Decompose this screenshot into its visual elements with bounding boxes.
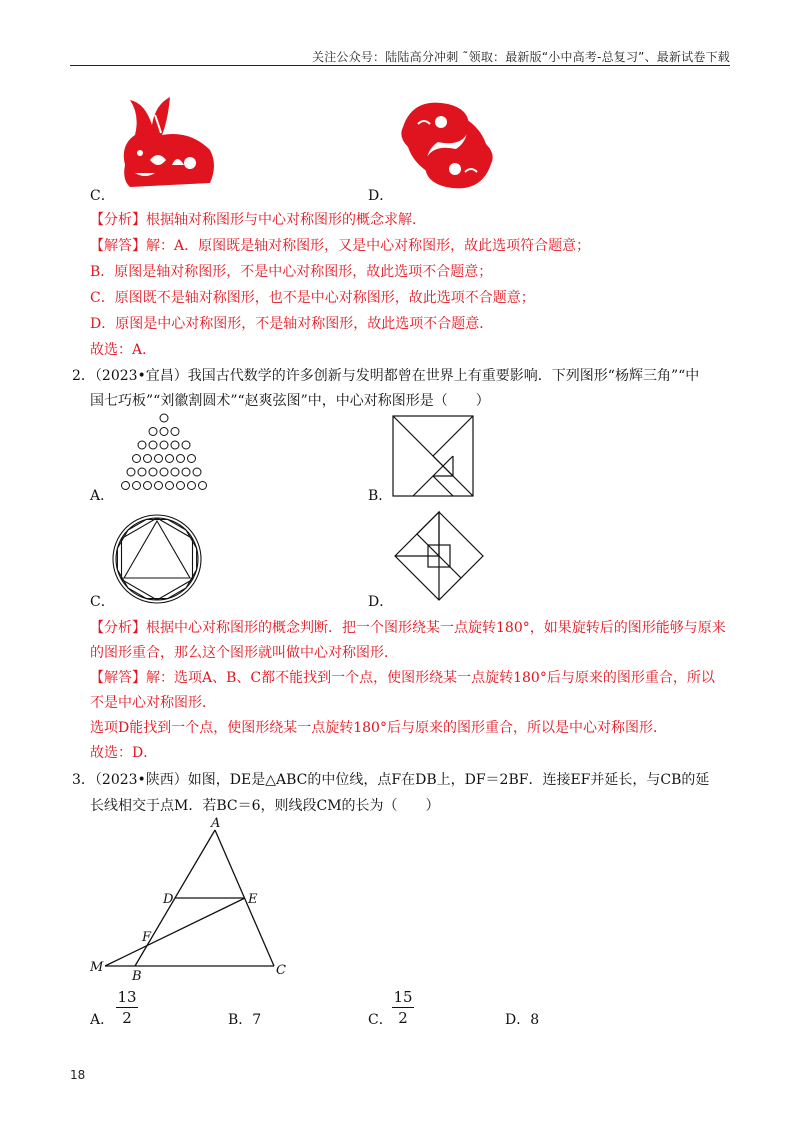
rabbit-papercut-image [110,95,225,195]
point-m-label: M [90,960,104,975]
triangle-circle [155,482,163,490]
triangle-circle [199,482,207,490]
point-e-label: E [248,892,258,907]
page-header: 关注公众号：陆陆高分冲刺 ˜领取：最新版“小中高考-总复习”、最新试卷下载 [312,50,730,64]
q1-answer-line2: B．原图是轴对称图形，不是中心对称图形，故此选项不合题意； [90,264,493,280]
q2-option-d-label: D． [368,594,394,610]
q2-option-b-label: B． [368,488,393,504]
q3-option-c-numerator: 15 [393,988,413,1006]
triangle-circle [149,468,157,476]
triangle-circle [182,441,190,449]
fish-papercut-image [393,92,501,200]
triangle-circle [155,455,163,463]
segment-me [105,898,245,966]
q2-answer-line3: 选项D能找到一个点，使图形绕某一点旋转180°后与原来的图形重合，所以是中心对称图形． [90,720,667,736]
triangle-circle [171,428,179,436]
triangle-circle [160,441,168,449]
q2-stem-line2: 国七巧板”“刘徽割圆术”“赵爽弦图”中，中心对称图形是（ ） [90,393,490,409]
triangle-circle [122,482,130,490]
triangle-circle [193,468,201,476]
triangle-circle [133,482,141,490]
q3-option-c-fraction [392,988,414,1027]
triangle-circle [188,482,196,490]
q2-analysis-line2: 的图形重合，那么这个图形就叫做中心对称图形． [90,645,398,661]
q3-option-a-denominator: 2 [122,1009,132,1027]
point-d-label: D [163,892,174,907]
q2-choice: 故选：D． [90,745,158,761]
yanghui-triangle-figure [112,410,217,500]
q3-stem-line1: 3．（2023•陕西）如图，DE是△ABC的中位线，点F在DB上，DF＝2BF．连接EF并延长，与CB的延 [72,772,710,788]
q1-analysis: 【分析】根据轴对称图形与中心对称图形的概念求解． [90,212,426,228]
point-c-label: C [276,963,286,978]
q3-option-a-fraction [116,988,138,1027]
tangram-figure [392,415,474,497]
triangle-circle [171,441,179,449]
triangle-circle [160,414,168,422]
triangle-circle [138,468,146,476]
triangle-circle [166,482,174,490]
q1-choice: 故选：A． [90,342,157,358]
q1-answer-line1: 【解答】解：A．原图既是轴对称图形，又是中心对称图形，故此选项符合题意； [90,238,591,254]
q3-option-a-label: A． [90,1012,115,1028]
triangle-circle [138,441,146,449]
q1-answer-line3: C．原图既不是轴对称图形，也不是中心对称图形，故此选项不合题意； [90,290,535,306]
point-f-label: F [142,930,152,945]
triangle-circle [144,482,152,490]
q3-option-d: D．8 [505,1012,540,1028]
liuhui-circle-figure [110,512,204,606]
q1-option-c-label: C． [90,188,115,204]
zhaoshuang-figure [393,510,485,602]
q2-answer-line1: 【解答】解：选项A、B、C都不能找到一个点，使图形绕某一点旋转180°后与原来的图形重合，所以 [90,670,715,686]
q3-option-c-label: C． [368,1012,393,1028]
triangle-geometry-figure [85,815,295,985]
point-b-label: B [132,969,142,984]
q3-option-b: B．7 [228,1012,262,1028]
q2-analysis-line1: 【分析】根据中心对称图形的概念判断．把一个图形绕某一点旋转180°，如果旋转后的图形能够与原来 [90,620,726,636]
q1-answer-line4: D．原图是中心对称图形，不是轴对称图形，故此选项不合题意． [90,316,494,332]
triangle-circle [177,482,185,490]
triangle-circle [160,428,168,436]
triangle-circle [144,455,152,463]
triangle-circle [188,455,196,463]
q2-option-a-label: A． [90,488,115,504]
triangle-circle [149,441,157,449]
q3-stem-line2: 长线相交于点M．若BC＝6，则线段CM的长为（ ） [90,798,440,814]
triangle-circle [127,468,135,476]
triangle-circle [177,455,185,463]
q2-option-c-label: C． [90,594,115,610]
triangle-circle [166,455,174,463]
triangle-circle [160,468,168,476]
q2-answer-line2: 不是中心对称图形． [90,695,216,711]
q2-stem-line1: 2．（2023•宜昌）我国古代数学的许多创新与发明都曾在世界上有重要影响．下列图形“杨辉三角”“中 [72,368,700,384]
q3-option-a-numerator: 13 [117,988,137,1006]
triangle-circle [133,455,141,463]
point-a-label: A [211,816,221,831]
triangle-circle [149,428,157,436]
page-number: 18 [70,1068,86,1082]
triangle-circle [171,468,179,476]
header-rule [70,65,730,66]
q1-option-d-label: D． [368,188,394,204]
q3-option-c-denominator: 2 [398,1009,408,1027]
triangle-circle [182,468,190,476]
